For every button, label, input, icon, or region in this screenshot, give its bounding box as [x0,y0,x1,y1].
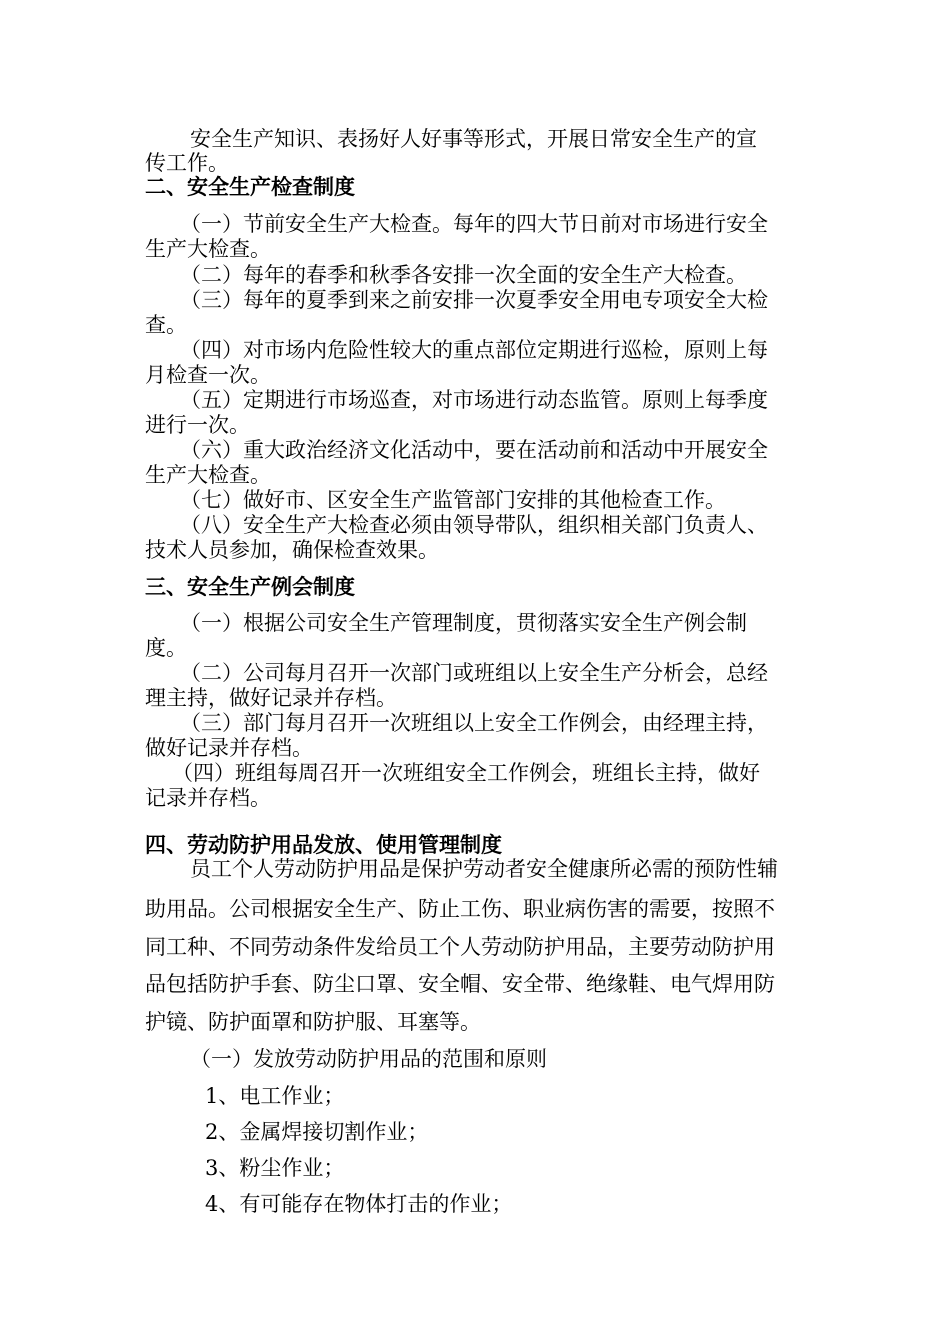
list-item: 4、有可能存在物体打击的作业； [205,1192,513,1216]
paragraph-line: （八）安全生产大检查必须由领导带队，组织相关部门负责人、 [180,513,768,537]
section-heading: 三、安全生产例会制度 [145,575,355,599]
paragraph-line: 生产大检查。 [145,237,271,261]
paragraph-line: 技术人员参加，确保检查效果。 [145,538,439,562]
paragraph-line: （二）每年的春季和秋季各安排一次全面的安全生产大检查。 [180,263,747,287]
section-heading: 四、劳动防护用品发放、使用管理制度 [145,833,502,857]
paragraph-line: 传工作。 [145,151,229,175]
list-item: 1、电工作业； [205,1084,345,1108]
paragraph-line: 记录并存档。 [145,786,271,810]
paragraph-line: （三）每年的夏季到来之前安排一次夏季安全用电专项安全大检 [180,288,768,312]
section-heading: 二、安全生产检查制度 [145,175,355,199]
paragraph-line: 员工个人劳动防护用品是保护劳动者安全健康所必需的预防性辅 [190,857,778,881]
paragraph-line: （三）部门每月召开一次班组以上安全工作例会，由经理主持， [180,711,768,735]
paragraph-line: 生产大检查。 [145,463,271,487]
paragraph-line: 同工种、不同劳动条件发给员工个人劳动防护用品，主要劳动防护用 [145,935,775,959]
paragraph-line: （六）重大政治经济文化活动中，要在活动前和活动中开展安全 [180,438,768,462]
paragraph-line: 品包括防护手套、防尘口罩、安全帽、安全带、绝缘鞋、电气焊用防 [145,972,775,996]
paragraph-line: （四）对市场内危险性较大的重点部位定期进行巡检，原则上每 [180,338,768,362]
paragraph-line: （七）做好市、区安全生产监管部门安排的其他检查工作。 [180,488,726,512]
paragraph-line: 度。 [145,636,187,660]
paragraph-line: 查。 [145,313,187,337]
paragraph-line: 理主持，做好记录并存档。 [145,686,397,710]
paragraph-line: （一）节前安全生产大检查。每年的四大节日前对市场进行安全 [180,212,768,236]
paragraph-line: 进行一次。 [145,413,250,437]
paragraph-line: 做好记录并存档。 [145,736,313,760]
paragraph-line: （四）班组每周召开一次班组安全工作例会，班组长主持，做好 [172,761,760,785]
paragraph-line: （一）根据公司安全生产管理制度，贯彻落实安全生产例会制 [180,611,747,635]
paragraph-line: （一）发放劳动防护用品的范围和原则 [190,1047,547,1071]
list-item: 2、金属焊接切割作业； [205,1120,429,1144]
paragraph-line: 助用品。公司根据安全生产、防止工伤、职业病伤害的需要，按照不 [145,897,775,921]
paragraph-line: 月检查一次。 [145,363,271,387]
paragraph-line: 安全生产知识、表扬好人好事等形式，开展日常安全生产的宣 [190,127,757,151]
paragraph-line: （二）公司每月召开一次部门或班组以上安全生产分析会，总经 [180,661,768,685]
paragraph-line: 护镜、防护面罩和防护服、耳塞等。 [145,1010,481,1034]
paragraph-line: （五）定期进行市场巡查，对市场进行动态监管。原则上每季度 [180,388,768,412]
list-item: 3、粉尘作业； [205,1156,345,1180]
